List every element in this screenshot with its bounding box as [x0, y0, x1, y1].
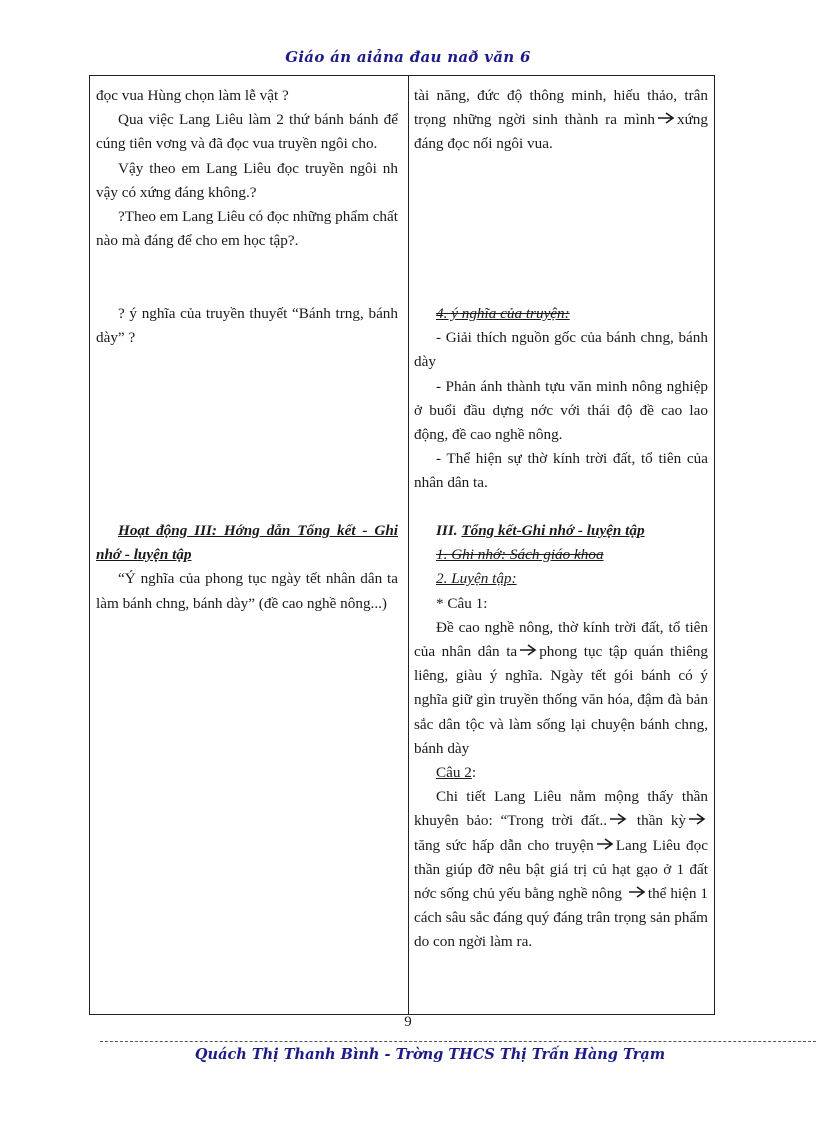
- right-column-top: [414, 84, 708, 157]
- question-2-answer-c: tăng sức hấp dẫn cho truyện: [414, 836, 594, 854]
- right-arrow-icon: [596, 837, 614, 851]
- meaning-item-2: - Phản ánh thành tựu văn minh nông nghiệp ở buổi đầu dựng nớc với thái độ đề cao lao động, đề cao nghề nông.: [414, 377, 708, 444]
- question-2-answer: [414, 785, 708, 954]
- right-arrow-icon: [688, 812, 706, 826]
- section-iii-heading: [414, 519, 708, 543]
- right-arrow-icon: [628, 885, 646, 899]
- question-2-label-colon: :: [471, 764, 477, 782]
- left-text-4: ?Theo em Lang Liêu có đọc những phẩm chất nào mà đáng để cho em học tập?.: [96, 208, 398, 250]
- left-text-6: “Ý nghĩa của phong tục ngày tết nhân dân ta làm bánh chng, bánh dày” (đề cao nghề nông...): [96, 570, 398, 612]
- right-text-1a: tài năng, đức độ thông minh, hiếu thảo, trân trọng những ngời sinh thành ra mình: [414, 87, 708, 129]
- question-2-answer-d: Lang Liêu đọc thần giúp đỡ nêu bật giá trị củ hạt gạo ở 1 đất nớc sống chủ yếu bằng nghề nông: [414, 836, 708, 903]
- section-iii-number: III.: [436, 522, 458, 539]
- right-arrow-icon: [519, 643, 537, 657]
- left-text-3: Vậy theo em Lang Liêu đọc truyền ngôi nh vậy có xứng đáng không.?: [96, 159, 398, 201]
- left-question-meaning: [96, 302, 398, 350]
- subsection-2-heading: 2. Luyện tập:: [436, 570, 517, 588]
- question-2-answer-e: thể hiện 1 cách sâu sắc đáng quý đáng trân trọng sản phẩm do con ngời làm ra.: [414, 885, 709, 951]
- question-1-answer: [414, 616, 708, 761]
- page-header-title: Giáo án aiảna đau nað văn 6: [285, 48, 531, 66]
- right-text-1: [414, 84, 708, 157]
- footer-author: Quách Thị Thanh Bình - Trờng THCS Thị Trấn Hàng Trạm: [194, 1046, 666, 1063]
- right-meaning-block: [414, 302, 708, 496]
- question-2-label-text: Câu 2: [436, 764, 472, 782]
- left-text-5: ? ý nghĩa của truyền thuyết “Bánh trng, bánh dày” ?: [96, 305, 398, 347]
- right-arrow-icon: [657, 111, 675, 125]
- subsection-1-heading: 1. Ghi nhớ: Sách giáo khoa: [436, 546, 604, 564]
- question-1-answer-b: phong tục tập quán thiêng liêng, giàu ý nghĩa. Ngày tết gói bánh có ý nghĩa giữ gìn truyền thống văn hóa, đậm đà bản sắc dân tộc và làm sống lại chuyện bánh chng, bánh dày: [414, 643, 708, 757]
- meaning-item-1: - Giải thích nguồn gốc của bánh chng, bánh dày: [414, 329, 708, 371]
- section-iii-title: Tổng kết-Ghi nhớ - luyện tập: [461, 522, 645, 539]
- right-text-1b: xứng đáng đọc nối ngôi vua.: [414, 111, 708, 153]
- column-divider: [408, 75, 409, 1015]
- question-2-label: [414, 761, 708, 785]
- left-activity-block: [96, 519, 398, 616]
- activity-heading-text: Hoạt động III: Hớng dẫn Tổng kết - Ghi nhớ - luyện tập: [96, 522, 398, 564]
- right-summary-block: [414, 519, 708, 955]
- left-text-1: đọc vua Hùng chọn làm lễ vật ?: [96, 87, 289, 104]
- question-1-answer-a: Đề cao nghề nông, thờ kính trời đất, tổ tiên của nhân dân ta: [414, 618, 708, 661]
- question-2-answer-a: Chi tiết Lang Liêu nằm mộng thấy thần khuyên bảo: “Trong trời đất..: [414, 788, 708, 830]
- left-column: [96, 84, 398, 253]
- meaning-item-3: - Thể hiện sự thờ kính trời đất, tổ tiên của nhân dân ta.: [414, 450, 708, 492]
- activity-heading: [96, 519, 398, 567]
- footer-divider: [100, 1041, 816, 1042]
- question-1-label: * Câu 1:: [436, 594, 488, 612]
- page-number: 9: [404, 1014, 412, 1030]
- left-text-2: Qua việc Lang Liêu làm 2 thứ bánh bánh để cúng tiên vơng và đã đọc vua truyền ngôi cho.: [96, 111, 398, 153]
- right-arrow-icon: [609, 812, 627, 826]
- question-2-answer-b: thần kỳ: [636, 812, 687, 830]
- section-4-heading: 4. ý nghĩa của truyện:: [436, 305, 570, 322]
